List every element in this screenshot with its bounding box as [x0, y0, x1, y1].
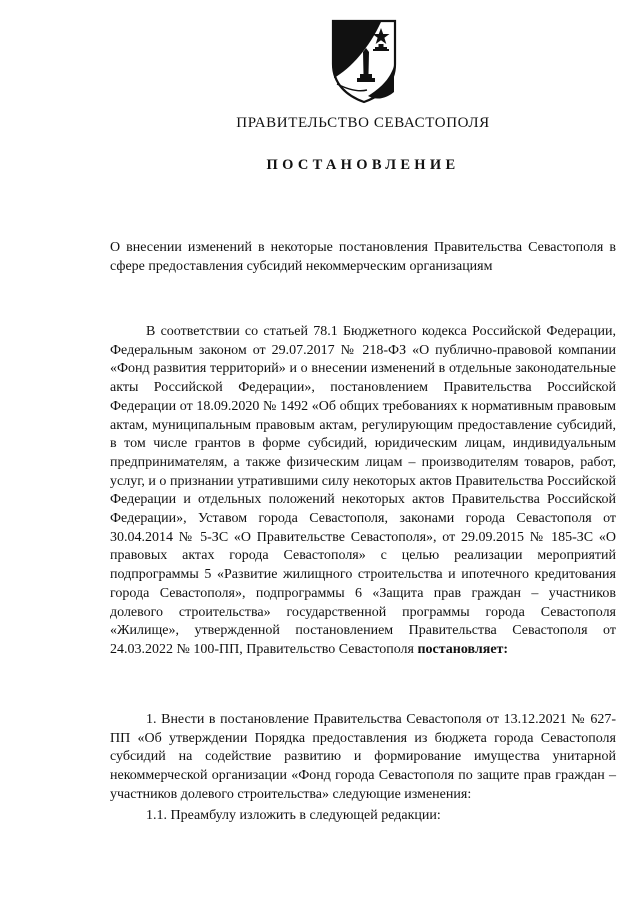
sevastopol-coat-of-arms-icon: [329, 18, 399, 104]
item-1-paragraph: 1. Внести в постановление Правительства Севастополя от 13.12.2021 № 627-ПП «Об утверждении Порядка предоставления из бюджета города Севастополя субсидий на содействие развитию и формирование имущества унитарной некоммерческой организации «Фонд города Севастополя по защите прав граждан – участников долевого строительства» следующие изменения:: [110, 712, 616, 802]
decree-word: постановляет:: [417, 641, 509, 657]
document-subject: О внесении изменений в некоторые постановления Правительства Севастополя в сфере предоставления субсидий некоммерческим организациям: [110, 240, 616, 274]
item-1-1-paragraph: 1.1. Преамбулу изложить в следующей редакции:: [146, 808, 441, 823]
preamble-text: В соответствии со статьей 78.1 Бюджетного кодекса Российской Федерации, Федеральным законом от 29.07.2017 № 218-ФЗ «О публично-правовой компании «Фонд развития территорий» и о внесении изменений в отдельные законодательные акты Российской Федерации», постановлением Правительства Российской Федерации от 18.09.2020 № 1492 «Об общих требованиях к нормативным правовым актам, муниципальным правовым актам, регулирующим предоставление субсидий, в том числе грантов в форме субсидий, юридическим лицам, индивидуальным предпринимателям, а также физическим лицам – производителям товаров, работ, услуг, и о признании утратившими силу некоторых актов Правительства Российской Федерации и отдельных положений некоторых актов Правительства Российской Федерации», Уставом города Севастополя, законами города Севастополя от 30.04.2014 № 5-ЗС «О Правительстве Севастополя», от 29.09.2015 № 185-ЗС «О правовых актах города Севастополя» с целью реализации мероприятий подпрограммы 5 «Развитие жилищного строительства и ипотечного кредитования города Севастополя», подпрограммы 6 «Защита прав граждан – участников долевого строительства» государственной программы города Севастополя «Жилище», утвержденной постановлением Правительства Севастополя от 24.03.2022 № 100-ПП, Правительство Севастополя: [110, 324, 616, 657]
document-type-title: ПОСТАНОВЛЕНИЕ: [266, 157, 460, 173]
preamble-paragraph: [110, 323, 616, 660]
government-name: ПРАВИТЕЛЬСТВО СЕВАСТОПОЛЯ: [236, 115, 490, 131]
